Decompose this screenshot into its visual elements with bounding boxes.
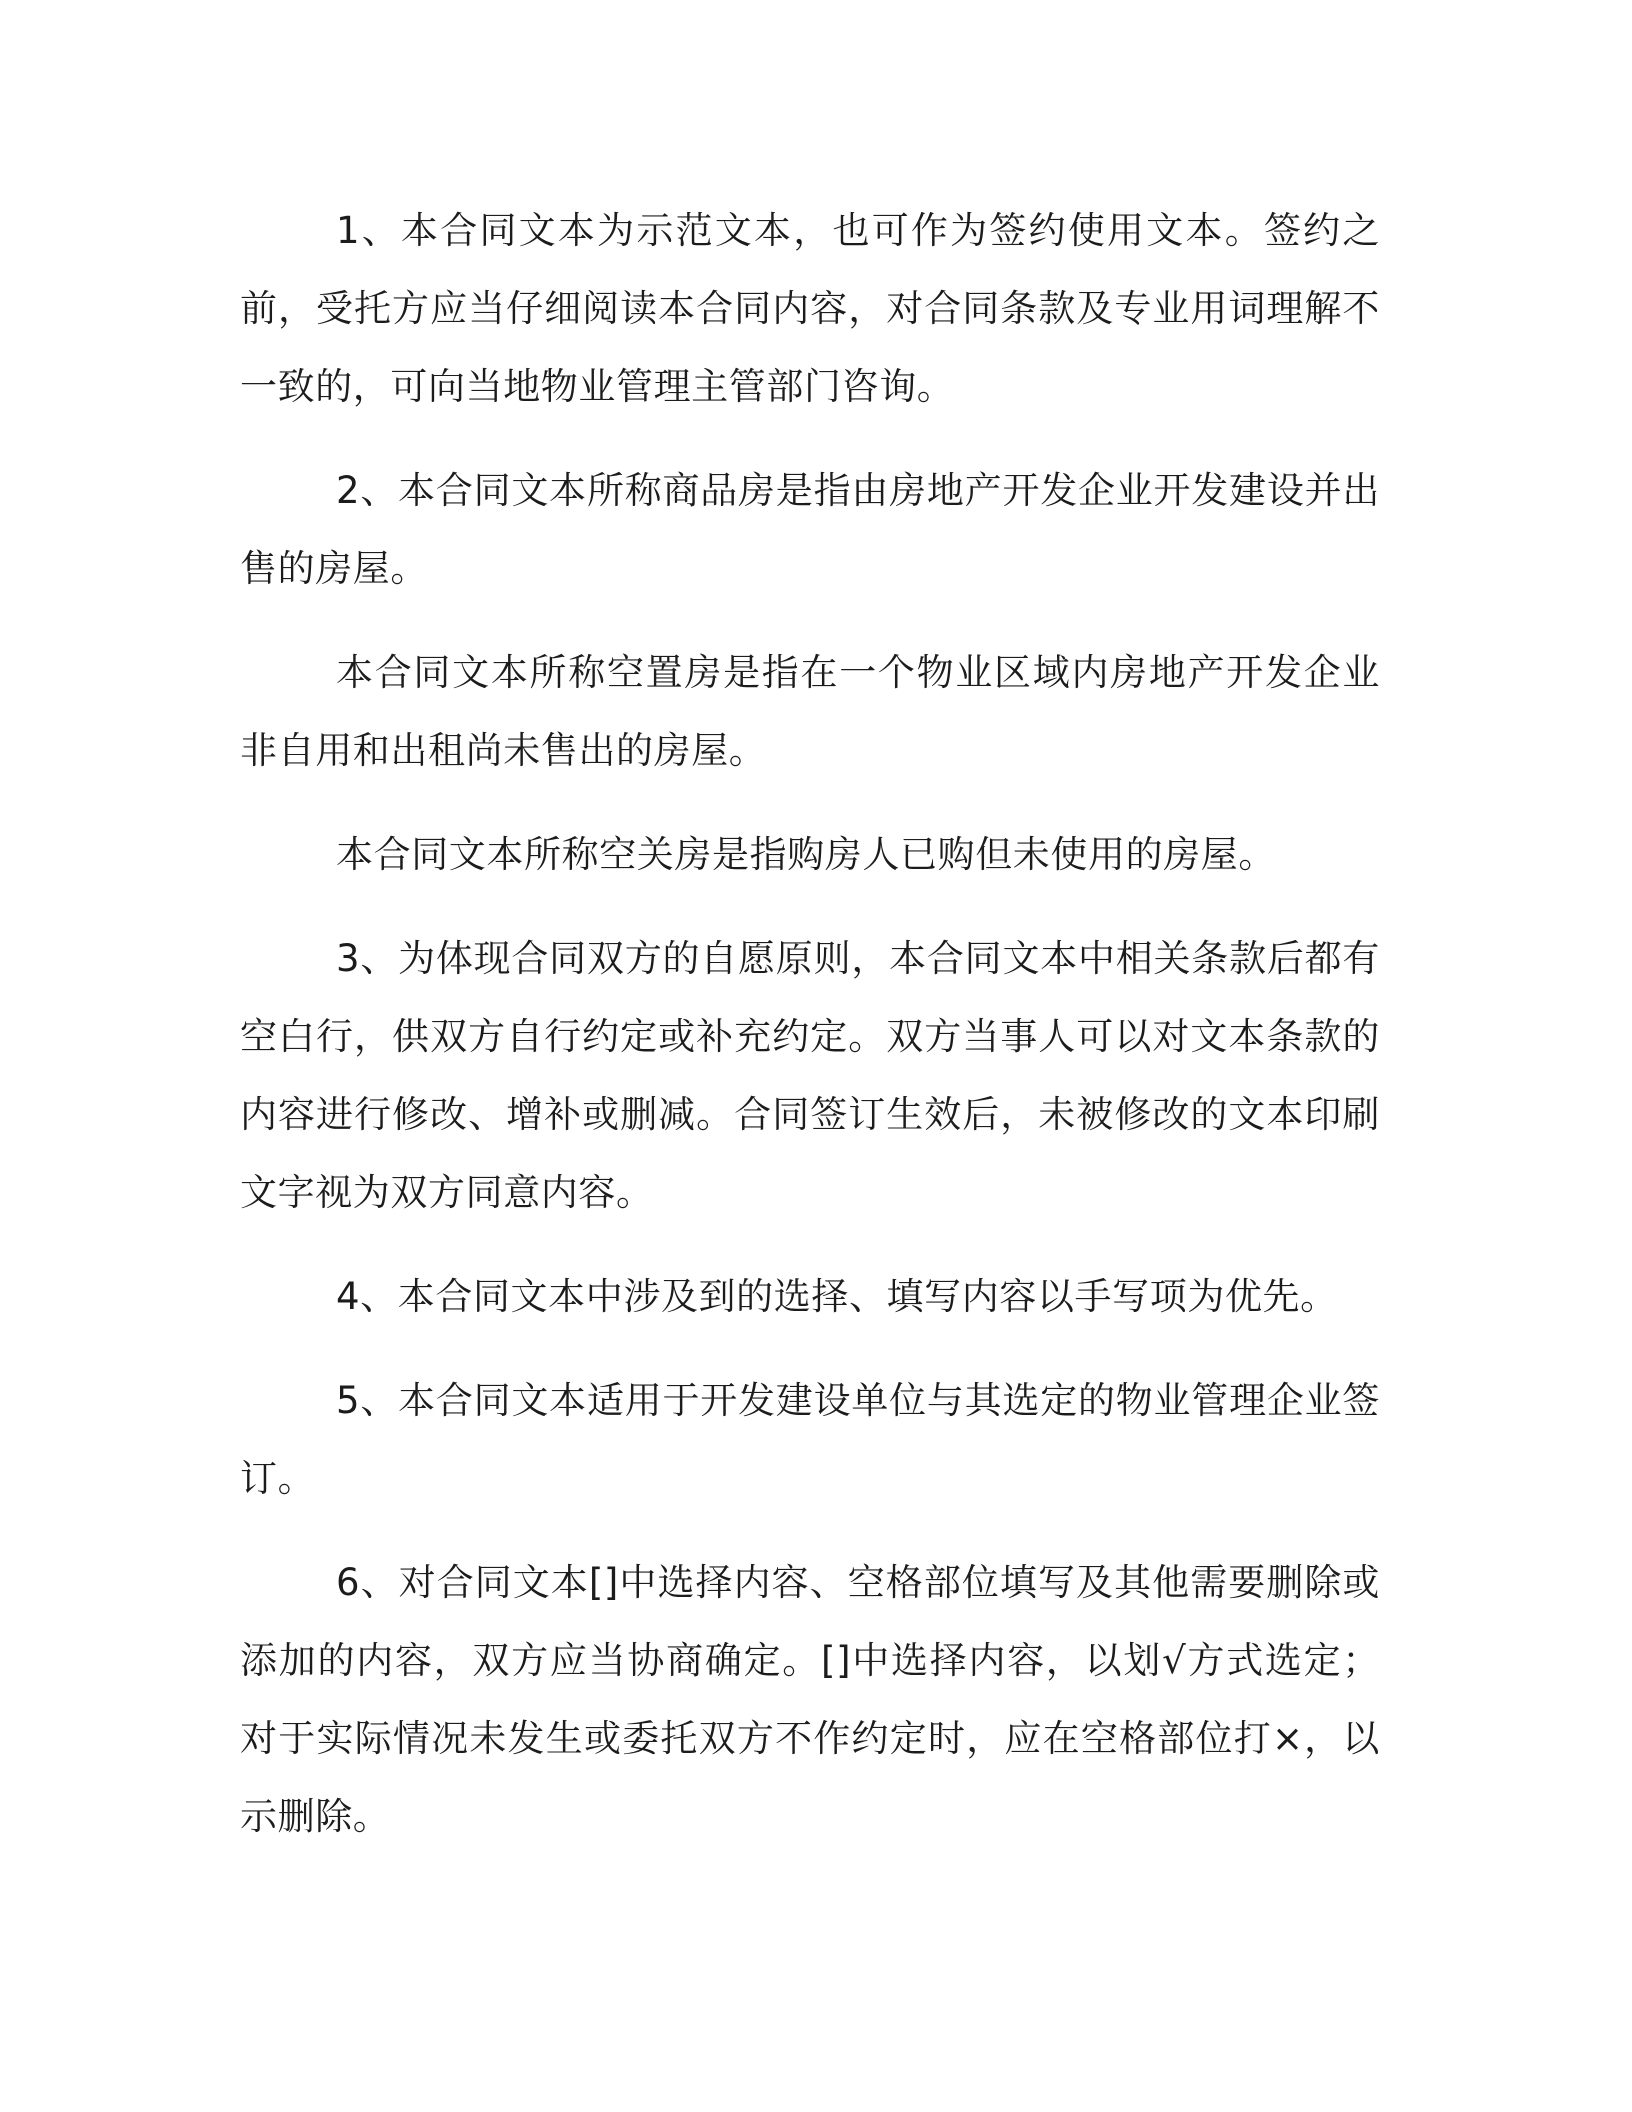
paragraph-4: 本合同文本所称空关房是指购房人已购但未使用的房屋。 [336,833,1276,876]
paragraph-2: 2、本合同文本所称商品房是指由房地产开发企业开发建设并出售的房屋。 [240,469,1380,590]
paragraph-8: 6、对合同文本[]中选择内容、空格部位填写及其他需要删除或添加的内容，双方应当协商确定。[]中选择内容，以划√方式选定；对于实际情况未发生或委托双方不作约定时，应在空格部位打×，以示删除。 [240,1561,1380,1838]
document-body [240,192,1380,1882]
paragraph-3: 本合同文本所称空置房是指在一个物业区域内房地产开发企业非自用和出租尚未售出的房屋。 [240,651,1380,772]
paragraph-5: 3、为体现合同双方的自愿原则，本合同文本中相关条款后都有空白行，供双方自行约定或补充约定。双方当事人可以对文本条款的内容进行修改、增补或删减。合同签订生效后，未被修改的文本印刷文字视为双方同意内容。 [240,937,1380,1214]
paragraph-1: 1、本合同文本为示范文本，也可作为签约使用文本。签约之前，受托方应当仔细阅读本合同内容，对合同条款及专业用词理解不一致的，可向当地物业管理主管部门咨询。 [240,209,1380,408]
paragraph-6: 4、本合同文本中涉及到的选择、填写内容以手写项为优先。 [336,1275,1338,1318]
paragraph-7: 5、本合同文本适用于开发建设单位与其选定的物业管理企业签订。 [240,1379,1380,1500]
